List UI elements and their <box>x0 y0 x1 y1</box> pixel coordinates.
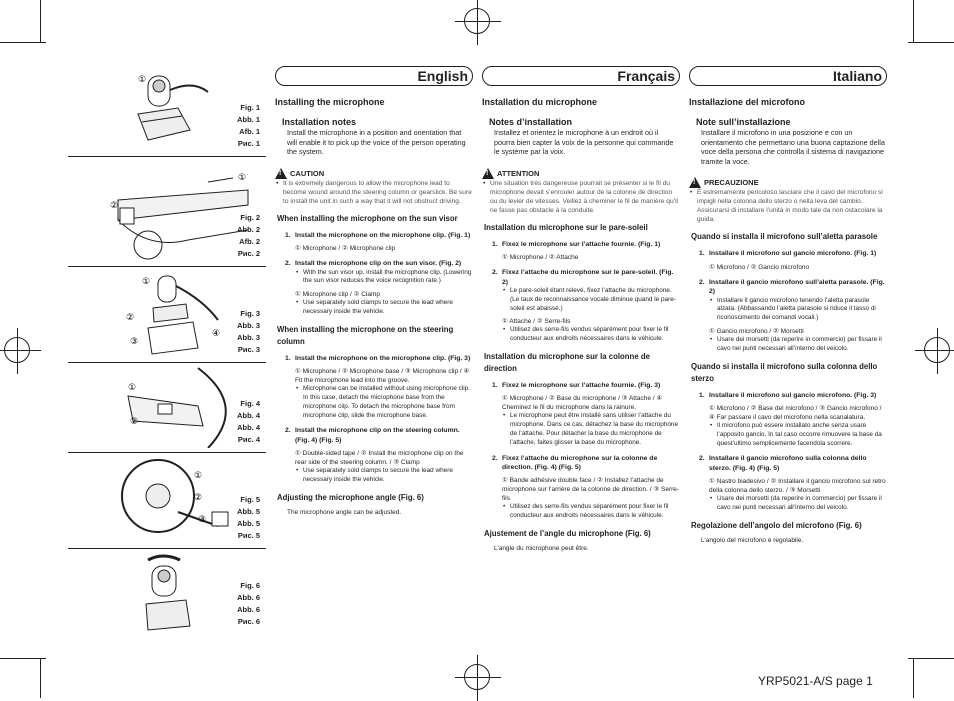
subheading: Quando si installa il microfono sulla colonna dello sterzo <box>691 361 878 383</box>
figure-2 <box>68 156 266 267</box>
figure-5 <box>68 452 266 549</box>
subheading: Installation du microphone sur la colonne de direction <box>484 351 650 373</box>
subheading: Installation du microphone sur le pare-soleil <box>484 222 648 232</box>
caption: ① Microphone / ② Microphone base / ③ Microphone clip / ④ Fit the microphone lead into the groove. <box>295 368 470 385</box>
caption: ① Microfono / ② Base del microfono / ③ Gancio microfono / ④ Far passare il cavo del microfono nella scanalatura. <box>709 404 882 421</box>
svg-text:④: ④ <box>212 328 221 338</box>
svg-text:②: ② <box>126 312 135 322</box>
intro-text: Install the microphone in a position and orientation that will enable it to pick up the voice of the person operating the system. <box>287 128 466 157</box>
subsection-heading: Installation notes <box>282 117 357 127</box>
step: 2. Fixez l’attache du microphone sur la colonne de direction. (Fig. 4) (Fig. 5) <box>492 454 658 471</box>
step: 1. Installare il microfono sul gancio microfono. (Fig. 1) <box>699 250 877 258</box>
step: 1. Install the microphone on the microphone clip. (Fig. 1) <box>285 231 471 239</box>
svg-text:②: ② <box>194 492 203 502</box>
microphone-clip-illustration <box>108 70 218 152</box>
caution-heading: ! ATTENTION <box>482 168 680 179</box>
svg-text:①: ① <box>128 382 137 392</box>
column-english <box>275 66 473 517</box>
step: 2. Installare il gancio microfono sull’aletta parasole. (Fig. 2) <box>699 278 885 296</box>
figure-6 <box>68 548 266 634</box>
callout: ① <box>138 74 147 84</box>
step: 2. Installare il gancio microfono sulla colonna dello sterzo. (Fig. 4) (Fig. 5) <box>699 455 867 472</box>
note: • Usare dei morsetti (da reperire in commercio) per fissare il cavo nei punti necessari all’interno del veicolo. <box>709 336 887 354</box>
figure-labels: Fig. 2 Abb. 2 Afb. 2 Рис. 2 <box>237 213 260 258</box>
caption: ① Nastro biadesivo / ② Installare il gancio microfono sul retro della colonna dello sterzo. / ③ Morsetti <box>709 478 886 495</box>
registration-mark <box>464 8 490 34</box>
caution-heading: ! PRECAUZIONE <box>689 177 887 188</box>
body-text: The microphone angle can be adjusted. <box>287 508 402 516</box>
intro-text: Installez et orientez le microphone à un endroit où il pourra bien capter la voix de la personne qui commande le système par la voix. <box>494 128 674 157</box>
caption: ① Gancio microfono / ② Morsetti <box>709 327 804 335</box>
warning-icon: ! <box>275 168 287 179</box>
section-heading: Installing the microphone <box>275 97 385 107</box>
note: • Le pare-soleil étant relevé, fixez l’attache du microphone. (Le taux de reconnaissance vocale diminue quand le pare-soleil est abaissé.) <box>502 287 680 313</box>
note: • Usare dei morsetti (da reperire in commercio) per fissare il cavo nei punti necessari all’interno del veicolo. <box>709 495 887 513</box>
note: • Utilisez des serre-fils vendus séparément pour fixer le fil conducteur aux endroits nécessaires dans le véhicule. <box>502 503 680 521</box>
svg-text:①: ① <box>238 172 247 182</box>
figure-labels: Fig. 6 Abb. 6 Abb. 6 Рис. 6 <box>237 581 260 626</box>
svg-text:②: ② <box>130 416 139 426</box>
step: 1. Installare il microfono sul gancio microfono. (Fig. 3) <box>699 391 877 399</box>
note: • Microphone can be installed without using microphone clip. In this case, detach the microphone base from the microphone clip. To detach the microphone base from microphone clip, slide the microphone base. <box>295 385 473 420</box>
step: 1. Fixez le microphone sur l’attache fournie. (Fig. 3) <box>492 381 661 389</box>
sun-visor-illustration <box>108 160 258 260</box>
page-label: YRP5021-A/S page 1 <box>758 674 873 688</box>
intro-text: Installare il microfono in una posizione e con un orientamento che permettano una buona captazione della voce della persona che controlla il sistema di navigazione tramite la voce. <box>701 128 885 166</box>
registration-mark <box>924 337 950 363</box>
microphone-angle-illustration <box>108 552 218 632</box>
body-text: L’angolo del microfono è regolabile. <box>701 536 804 544</box>
step: 2. Install the microphone clip on the steering column. (Fig. 4) (Fig. 5) <box>285 427 460 444</box>
note: • Use separately sold clamps to secure the lead where necessary inside the vehicle. <box>295 299 473 317</box>
subheading: When installing the microphone on the steering column <box>277 324 454 346</box>
caution-heading: ! CAUTION <box>275 168 473 179</box>
registration-mark <box>4 337 30 363</box>
figure-labels: Fig. 1 Abb. 1 Afb. 1 Рис. 1 <box>237 103 260 148</box>
svg-text:③: ③ <box>130 336 139 346</box>
caution-text: • Une situation très dangereuse pourrait se présenter si le fil du microphone devait s’enrouler autour de la colonne de direction ou du levier de vitesses. Veillez à cheminer le fil de manière qu’il ne fasse pas obstacle à la conduite. <box>482 179 680 215</box>
step: 1. Fixez le microphone sur l’attache fournie. (Fig. 1) <box>492 240 661 248</box>
svg-text:①: ① <box>142 276 151 286</box>
crop-mark <box>913 658 914 698</box>
steering-wheel-illustration <box>108 456 248 544</box>
subheading: Quando si installa il microfono sull’aletta parasole <box>691 232 878 242</box>
crop-mark <box>908 42 954 43</box>
caution-text: • È estremamente pericoloso lasciare che il cavo del microfono si impigli nella colonna dello sterzo o nella leva del cambio. Assicurarsi di installare l’unità in modo tale da non ostacolare la guida. <box>689 188 887 224</box>
note: • Il microfono può essere installato anche senza usare l’apposito gancio. In tal caso occorre rimuovere la base da quest’ultimo semplicemente facendola scorrere. <box>709 422 887 448</box>
steering-column-illustration <box>108 366 248 448</box>
svg-text:③: ③ <box>198 514 207 524</box>
note: • Use separately sold clamps to secure the lead where necessary inside the vehicle. <box>295 467 473 485</box>
figure-1 <box>68 66 266 157</box>
section-heading: Installazione del microfono <box>689 97 806 107</box>
figure-column <box>68 66 266 634</box>
figure-labels: Fig. 3 Abb. 3 Abb. 3 Рис. 3 <box>237 309 260 354</box>
column-italian <box>689 66 887 545</box>
warning-icon: ! <box>689 177 701 188</box>
step: 2. Install the microphone clip on the sun visor. (Fig. 2) <box>285 260 462 268</box>
note: • Installare il gancio microfono tenendo l’aletta parasole alzata. (Abbassando l’aletta parasole si riduce il tasso di riconoscimento dei comandi vocali.) <box>709 297 887 323</box>
step: 1. Install the microphone on the microphone clip. (Fig. 3) <box>285 354 471 362</box>
subheading: When installing the microphone on the sun visor <box>277 213 458 223</box>
svg-text:①: ① <box>194 470 203 480</box>
caption: ① Microphone / ② Base du microphone / ③ Attache / ④ Cheminez le fil du microphone dans la rainure. <box>502 395 663 412</box>
body-text: L’angle du microphone peut être. <box>494 544 589 552</box>
caption: ① Attache / ② Serre-fils <box>502 318 571 326</box>
figure-labels: Fig. 4 Abb. 4 Abb. 4 Рис. 4 <box>237 399 260 444</box>
warning-icon: ! <box>482 168 494 179</box>
figure-4 <box>68 362 266 453</box>
note: • Utilisez des serre-fils vendus séparément pour fixer le fil conducteur aux endroits nécessaires dans le véhicule. <box>502 326 680 344</box>
microphone-base-illustration <box>108 270 228 358</box>
svg-text:②: ② <box>110 200 119 210</box>
crop-mark <box>40 658 41 698</box>
registration-mark <box>464 664 490 690</box>
caption: ① Microphone clip / ② Clamp <box>295 291 380 299</box>
crop-mark <box>40 0 41 42</box>
section-heading: Installation du microphone <box>482 97 598 107</box>
caption: ① Microfono / ② Gancio microfono <box>709 263 810 271</box>
caption: ① Microphone / ② Attache <box>502 254 579 262</box>
note: • With the sun visor up, install the microphone clip. (Lowering the sun visor reduces the voice recognition rate.) <box>295 269 473 287</box>
language-heading: English <box>275 66 473 86</box>
figure-labels: Fig. 5 Abb. 5 Abb. 5 Рис. 5 <box>237 495 260 540</box>
figure-3 <box>68 266 266 363</box>
column-french <box>482 66 680 553</box>
crop-mark <box>0 42 46 43</box>
caution-text: • It is extremely dangerous to allow the microphone lead to become wound around the steering column or gearstick. Be sure to install the unit in such a way that it will not obstruct driving. <box>275 179 473 206</box>
crop-mark <box>908 658 954 659</box>
caption: ① Bande adhésive double face / ② Installez l’attache de microphone sur l’arrière de la colonne de direction. / ③ Serre-fils <box>502 477 680 503</box>
subheading: Adjusting the microphone angle (Fig. 6) <box>277 492 424 502</box>
language-heading: Français <box>482 66 680 86</box>
caption: ① Double-sided tape / ② Install the microphone clip on the rear side of the steering column. / ③ Clamp <box>295 450 464 467</box>
step: 2. Fixez l’attache du microphone sur le pare-soleil. (Fig. 2) <box>492 269 674 286</box>
subsection-heading: Note sull’installazione <box>696 117 791 127</box>
language-heading: Italiano <box>689 66 887 86</box>
subheading: Regolazione dell’angolo del microfono (Fig. 6) <box>691 520 862 530</box>
subheading: Ajustement de l’angle du microphone (Fig. 6) <box>484 528 651 538</box>
subsection-heading: Notes d’installation <box>489 117 573 127</box>
crop-mark <box>913 0 914 42</box>
caption: ① Microphone / ② Microphone clip <box>295 245 396 253</box>
note: • Le microphone peut être installé sans utiliser l’attache du microphone. Dans ce cas, détachez la base du microphone de l’attache. Pour détacher la base du microphone de l’attache, faites glisser la base du microphone. <box>502 412 680 447</box>
